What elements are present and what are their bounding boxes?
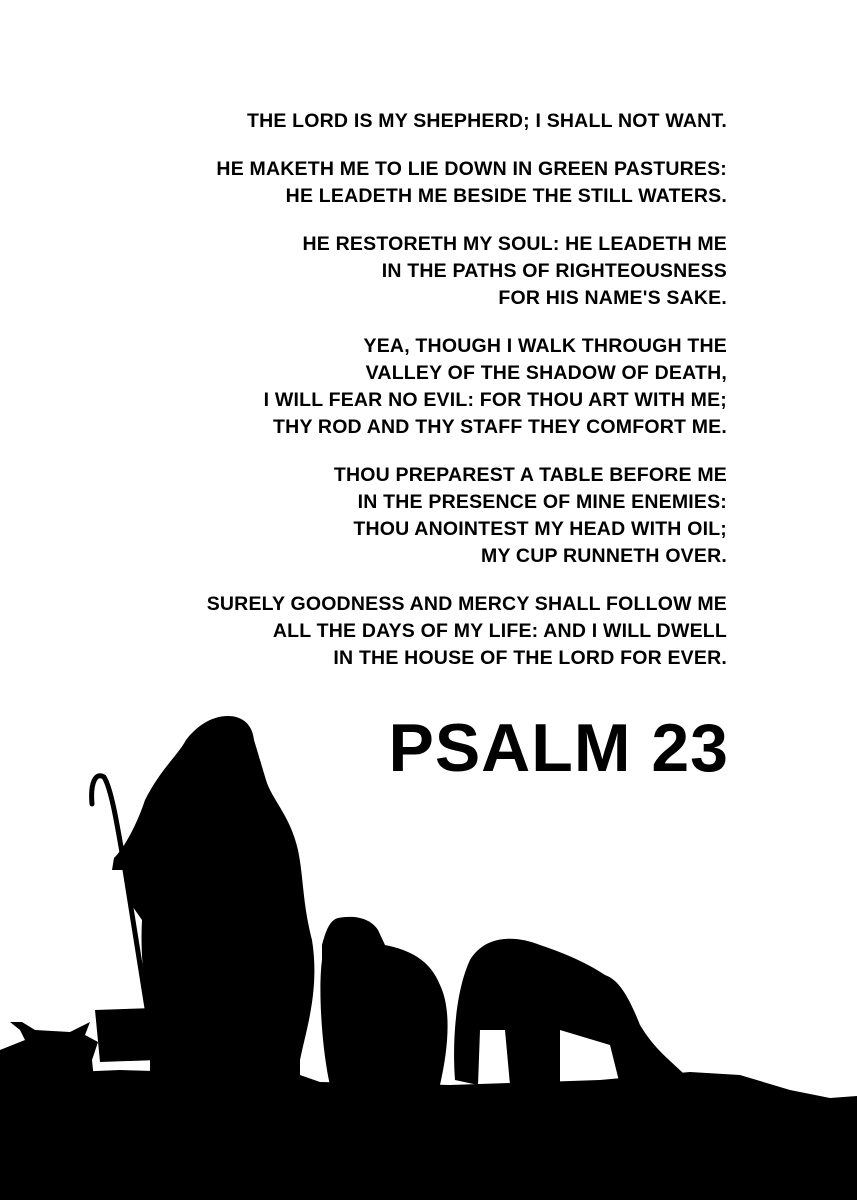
stanza-1: [207, 108, 727, 135]
verse-line: I WILL FEAR NO EVIL: FOR THOU ART WITH ME;: [263, 389, 727, 411]
verse-line: THE LORD IS MY SHEPHERD; I SHALL NOT WANT.: [246, 110, 727, 132]
sheep-grazing: [454, 939, 685, 1085]
stanza-5: [207, 462, 727, 570]
verse-line: HE LEADETH ME BESIDE THE STILL WATERS.: [285, 185, 727, 207]
verse-line: MY CUP RUNNETH OVER.: [481, 545, 727, 567]
verse-line: IN THE HOUSE OF THE LORD FOR EVER.: [333, 647, 727, 669]
verse-line: IN THE PRESENCE OF MINE ENEMIES:: [357, 491, 727, 513]
verse-line: HE MAKETH ME TO LIE DOWN IN GREEN PASTURES:: [216, 158, 727, 180]
verse-line: THY ROD AND THY STAFF THEY COMFORT ME.: [273, 416, 727, 438]
stanza-3: [207, 231, 727, 312]
verse-line: FOR HIS NAME'S SAKE.: [498, 287, 727, 309]
verse-line: IN THE PATHS OF RIGHTEOUSNESS: [381, 260, 727, 282]
stanza-4: [207, 333, 727, 441]
verse-line: THOU ANOINTEST MY HEAD WITH OIL;: [353, 518, 727, 540]
verse-line: ALL THE DAYS OF MY LIFE: AND I WILL DWELL: [272, 620, 727, 642]
verse-line: THOU PREPAREST A TABLE BEFORE ME: [333, 464, 727, 486]
verse-line: HE RESTORETH MY SOUL: HE LEADETH ME: [302, 233, 727, 255]
poster-title: PSALM 23: [388, 710, 729, 786]
psalm-verses: [207, 108, 727, 693]
stanza-2: [207, 156, 727, 210]
bucket: [95, 1008, 158, 1062]
stanza-6: [207, 591, 727, 672]
verse-line: VALLEY OF THE SHADOW OF DEATH,: [365, 362, 727, 384]
verse-line: SURELY GOODNESS AND MERCY SHALL FOLLOW ME: [206, 593, 727, 615]
verse-line: YEA, THOUGH I WALK THROUGH THE: [363, 335, 727, 357]
sheep-front: [320, 917, 447, 1085]
ground-hill: [0, 1070, 857, 1200]
